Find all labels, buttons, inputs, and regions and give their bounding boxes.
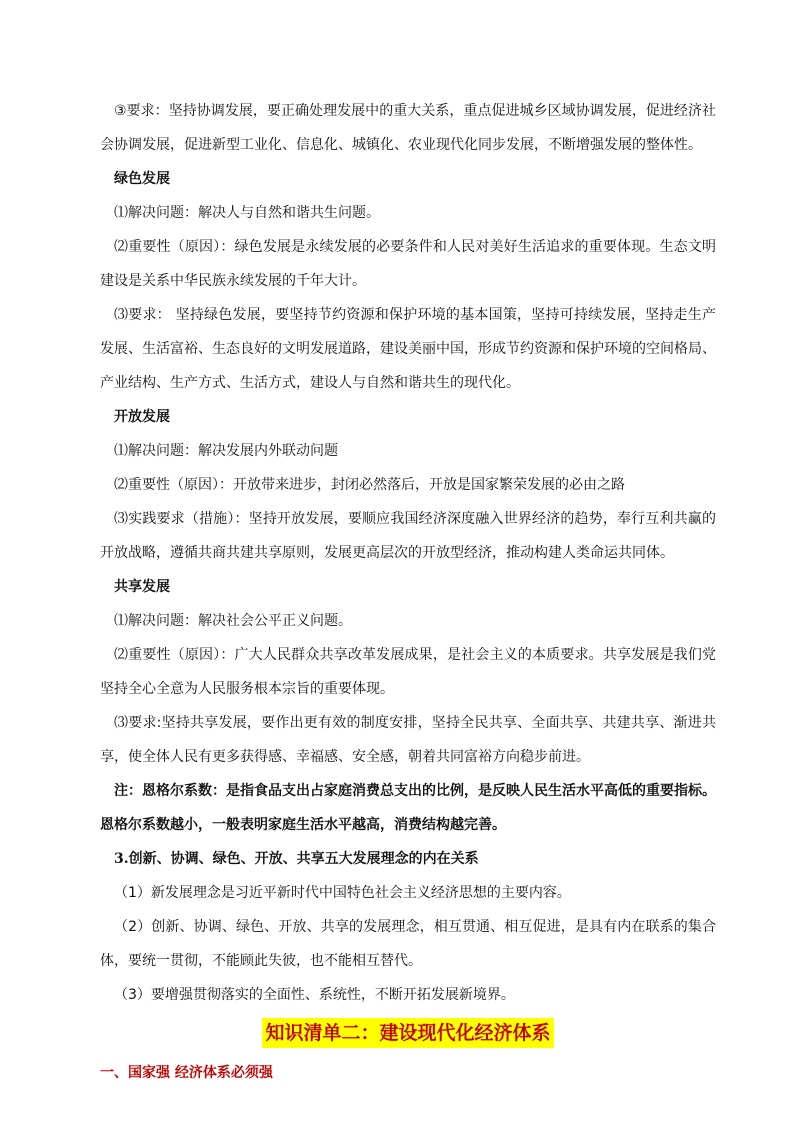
shared-requirement-paragraph: ⑶要求:坚持共享发展，要作出更有效的制度安排，坚持全民共享、全面共享、共建共享、渐进共享，使全体人民有更多获得感、幸福感、安全感，朝着共同富裕方向稳步前进。	[100, 715, 716, 765]
open-problem-paragraph: ⑴解决问题：解决发展内外联动问题	[114, 443, 338, 459]
shared-importance-paragraph: ⑵重要性（原因）：广大人民群众共享改革发展成果，是社会主义的本质要求。共享发展是我们党坚持全心全意为人民服务根本宗旨的重要体现。	[100, 647, 716, 697]
green-problem-paragraph: ⑴解决问题：解决人与自然和谐共生问题。	[114, 205, 380, 221]
open-requirement-paragraph: ⑶实践要求（措施）：坚持开放发展，要顺应我国经济深度融入世界经济的趋势，奉行互利共赢的开放战略，遵循共商共建共享原则，发展更高层次的开放型经济，推动构建人类命运共同体。	[100, 511, 716, 561]
relation-point-1: （1）新发展理念是习近平新时代中国特色社会主义经济思想的主要内容。	[114, 885, 571, 901]
relation-point-2: （2）创新、协调、绿色、开放、共享的发展理念，相互贯通、相互促进，是具有内在联系的集合体，要统一贯彻，不能顾此失彼，也不能相互替代。	[100, 919, 716, 969]
knowledge-list-banner-wrap	[100, 1018, 716, 1056]
green-requirement-paragraph: ⑶要求： 坚持绿色发展，要坚持节约资源和保护环境的基本国策，坚持可持续发展，坚持走生产发展、生活富裕、生态良好的文明发展道路，建设美丽中国，形成节约资源和保护环境的空间格局、产业结构、生产方式、生活方式，建设人与自然和谐共生的现代化。	[100, 307, 716, 391]
green-development-heading: 绿色发展	[114, 171, 170, 187]
document-body	[100, 94, 716, 1090]
relation-heading: 3.创新、协调、绿色、开放、共享五大发展理念的内在关系	[114, 851, 479, 867]
relation-point-3: （3）要增强贯彻落实的全面性、系统性，不断开拓发展新境界。	[114, 987, 515, 1003]
shared-development-heading: 共享发展	[114, 579, 170, 595]
section-title: 一、国家强 经济体系必须强	[100, 1065, 273, 1081]
open-importance-paragraph: ⑵重要性（原因）：开放带来进步，封闭必然落后，开放是国家繁荣发展的必由之路	[114, 477, 625, 493]
shared-problem-paragraph: ⑴解决问题：解决社会公平正义问题。	[114, 613, 352, 629]
open-development-heading: 开放发展	[114, 409, 170, 425]
coordination-requirement-paragraph: ③要求：坚持协调发展，要正确处理发展中的重大关系，重点促进城乡区域协调发展，促进经济社会协调发展，促进新型工业化、信息化、城镇化、农业现代化同步发展，不断增强发展的整体性。	[100, 103, 716, 153]
engel-coefficient-note: 注：恩格尔系数：是指食品支出占家庭消费总支出的比例，是反映人民生活水平高低的重要指标。恩格尔系数越小，一般表明家庭生活水平越高，消费结构越完善。	[100, 783, 716, 833]
green-importance-paragraph: ⑵重要性（原因）：绿色发展是永续发展的必要条件和人民对美好生活追求的重要体现。生态文明建设是关系中华民族永续发展的千年大计。	[100, 239, 716, 289]
knowledge-list-banner: 知识清单二：建设现代化经济体系	[262, 1018, 553, 1048]
